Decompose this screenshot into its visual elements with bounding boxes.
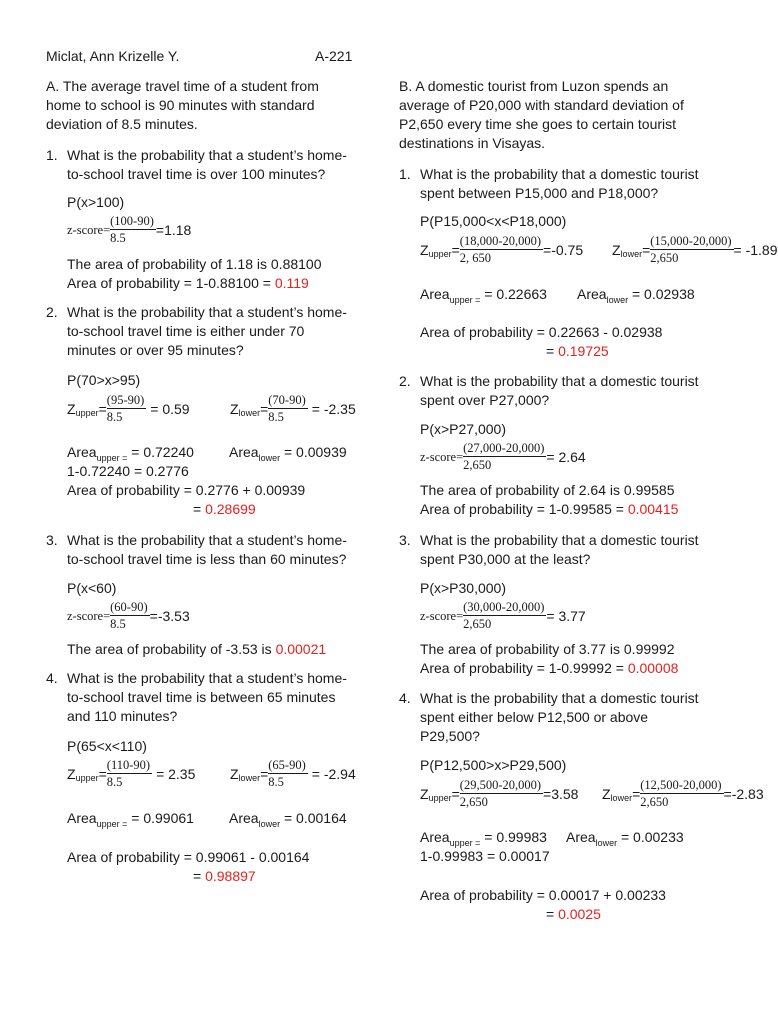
- a-q1-line-2: Area of probability = 1-0.88100 = 0.119: [67, 275, 309, 291]
- section-a-intro-line-3: deviation of 8.5 minutes.: [46, 116, 198, 132]
- b-q3-number: 3.: [399, 532, 411, 548]
- zscore-label: z-score=: [67, 222, 111, 237]
- a-q3-probability: P(x<60): [67, 580, 117, 596]
- b-q3-line-2: Area of probability = 1-0.99992 = 0.00008: [420, 660, 679, 676]
- b-q3-text-1: What is the probability that a domestic tourist: [420, 532, 699, 548]
- b-q2-line-2: Area of probability = 1-0.99585 = 0.00415: [420, 501, 679, 517]
- a-q1-probability: P(x>100): [67, 194, 125, 210]
- b-q4-area-lower: Area$_{lower}$ = 0.00233: [566, 829, 684, 848]
- b-q2-text-2: spent over P27,000?: [420, 392, 550, 408]
- a-q2-probability: P(70>x>95): [67, 372, 141, 388]
- b-q1-line-1: Area of probability = 0.22663 - 0.02938: [420, 324, 663, 340]
- section-b-intro-line-2: average of P20,000 with standard deviation of: [399, 97, 684, 113]
- a-q3-number: 3.: [46, 532, 58, 548]
- b-q4-text-1: What is the probability that a domestic tourist: [420, 690, 699, 706]
- a-q4-text-3: and 110 minutes?: [67, 708, 178, 724]
- section-a-intro-line-2: home to school is 90 minutes with standard: [46, 97, 315, 113]
- a-q3-text-2: to-school travel time is less than 60 minutes?: [67, 551, 347, 567]
- a-q3-text-1: What is the probability that a student’s home-: [67, 532, 347, 548]
- b-q2-number: 2.: [399, 373, 411, 389]
- a-q2-z-lower: Z lower = $\frac{(70-90)}{8.5}$ = -2.35: [230, 393, 356, 424]
- a-q2-area-lower: Area$_{lower}$ = 0.00939: [229, 444, 347, 463]
- b-q3-probability: P(x>P30,000): [420, 580, 506, 596]
- b-q3-line-1: The area of probability of 3.77 is 0.99992: [420, 641, 675, 657]
- zscore-fraction: $\frac{(30,000-20,000)}{2,650}$: [463, 600, 545, 631]
- z-upper-fraction: $\frac{(29,500-20,000)}{2,650}$: [459, 778, 542, 809]
- a-q3-zscore: z-score= $\frac{(60-90)}{8.5}$ =-3.53: [67, 600, 190, 631]
- b-q4-line-2: Area of probability = 0.00017 + 0.00233: [420, 887, 666, 903]
- z-lower-fraction: $\frac{(12,500-20,000)}{2,650}$: [640, 778, 722, 809]
- section-a-intro-line-1: A. The average travel time of a student from: [46, 78, 319, 94]
- b-q1-text-2: spent between P15,000 and P18,000?: [420, 185, 659, 201]
- b-q4-text-3: P29,500?: [420, 728, 480, 744]
- b-q1-z-lower: Z lower = $\frac{(15,000-20,000)}{2,650}$ = -1.89: [612, 234, 778, 265]
- a-q4-text-2: to-school travel time is between 65 minutes: [67, 689, 336, 705]
- zscore-fraction: $\frac{(60-90)}{8.5}$: [110, 600, 148, 631]
- a-q2-area-upper: Area$_{upper =}$ = 0.72240: [67, 444, 194, 463]
- section-code: A-221: [315, 48, 353, 64]
- b-q1-area-lower: Area$_{lower}$ = 0.02938: [577, 286, 695, 305]
- z-lower-fraction: $\frac{(15,000-20,000)}{2,650}$: [650, 234, 732, 265]
- b-q1-z-upper: Z upper = $\frac{(18,000-20,000)}{2, 650}$ =-0.75: [420, 234, 584, 265]
- a-q4-result: = 0.98897: [193, 868, 256, 884]
- a-q2-number: 2.: [46, 304, 58, 320]
- a-q2-result: = 0.28699: [193, 501, 256, 517]
- b-q4-area-upper: Area$_{upper =}$ = 0.99983: [420, 829, 547, 848]
- a-q4-probability: P(65<x<110): [67, 738, 147, 754]
- a-q4-number: 4.: [46, 670, 58, 686]
- b-q4-text-2: spent either below P12,500 or above: [420, 709, 649, 725]
- b-q3-answer: 0.00008: [627, 660, 679, 676]
- a-q4-z-lower: Z lower = $\frac{(65-90)}{8.5}$ = -2.94: [230, 758, 356, 789]
- b-q4-result: = 0.0025: [546, 906, 601, 922]
- b-q1-number: 1.: [399, 166, 411, 182]
- a-q1-line-1: The area of probability of 1.18 is 0.88100: [67, 256, 322, 272]
- b-q1-probability: P(P15,000<x<P18,000): [420, 213, 567, 229]
- b-q2-probability: P(x>P27,000): [420, 421, 506, 437]
- a-q1-text-2: to-school travel time is over 100 minutes?: [67, 166, 326, 182]
- a-q4-area-upper: Area$_{upper =}$ = 0.99061: [67, 810, 194, 829]
- z-upper-fraction: $\frac{(95-90)}{8.5}$: [106, 393, 145, 424]
- a-q2-line-2: Area of probability = 0.2776 + 0.00939: [67, 482, 306, 498]
- section-b-intro-line-3: P2,650 every time she goes to certain tourist: [399, 116, 677, 132]
- b-q2-answer: 0.00415: [627, 501, 679, 517]
- section-b-intro-line-1: B. A domestic tourist from Luzon spends an: [399, 78, 669, 94]
- b-q1-area-upper: Area$_{upper =}$ = 0.22663: [420, 286, 547, 305]
- a-q2-text-3: minutes or over 95 minutes?: [67, 342, 244, 358]
- zscore-fraction: $\frac{(100-90)}{8.5}$: [110, 214, 154, 245]
- zscore-fraction: $\frac{(27,000-20,000)}{2,650}$: [463, 441, 545, 472]
- a-q4-area-lower: Area$_{lower}$ = 0.00164: [229, 810, 347, 829]
- a-q4-z-upper: Z upper = $\frac{(110-90)}{8.5}$ = 2.35: [67, 758, 196, 789]
- a-q1-answer: 0.119: [274, 275, 309, 291]
- a-q1-text-1: What is the probability that a student’s home-: [67, 147, 347, 163]
- z-upper-fraction: $\frac{(18,000-20,000)}{2, 650}$: [459, 234, 542, 265]
- a-q4-text-1: What is the probability that a student’s home-: [67, 670, 347, 686]
- a-q2-text-2: to-school travel time is either under 70: [67, 323, 305, 339]
- b-q2-line-1: The area of probability of 2.64 is 0.99585: [420, 482, 675, 498]
- b-q4-z-upper: Z upper = $\frac{(29,500-20,000)}{2,650}$ =3.58: [420, 778, 579, 809]
- a-q2-text-1: What is the probability that a student’s home-: [67, 304, 347, 320]
- z-upper-fraction: $\frac{(110-90)}{8.5}$: [106, 758, 151, 789]
- b-q4-z-lower: Z lower = $\frac{(12,500-20,000)}{2,650}$ =-2.83: [602, 778, 764, 809]
- z-lower-fraction: $\frac{(70-90)}{8.5}$: [268, 393, 306, 424]
- a-q4-answer: 0.98897: [205, 868, 256, 884]
- section-b-intro-line-4: destinations in Visayas.: [399, 135, 546, 151]
- b-q2-text-1: What is the probability that a domestic tourist: [420, 373, 699, 389]
- a-q2-z-upper: Z upper = $\frac{(95-90)}{8.5}$ = 0.59: [67, 393, 190, 424]
- zscore-value: =1.18: [155, 221, 192, 238]
- b-q1-answer: 0.19725: [558, 343, 609, 359]
- a-q2-answer: 0.28699: [205, 501, 256, 517]
- b-q4-probability: P(P12,500>x>P29,500): [420, 757, 567, 773]
- a-q4-line-1: Area of probability = 0.99061 - 0.00164: [67, 849, 310, 865]
- b-q1-result: = 0.19725: [546, 343, 609, 359]
- a-q3-line-1: The area of probability of -3.53 is 0.00021: [67, 641, 327, 657]
- b-q4-answer: 0.0025: [558, 906, 601, 922]
- b-q2-zscore: z-score= $\frac{(27,000-20,000)}{2,650}$ = 2.64: [420, 441, 586, 472]
- z-lower-fraction: $\frac{(65-90)}{8.5}$: [268, 758, 306, 789]
- b-q4-number: 4.: [399, 690, 411, 706]
- a-q3-answer: 0.00021: [275, 641, 327, 657]
- a-q1-number: 1.: [46, 147, 58, 163]
- b-q4-line-1: 1-0.99983 = 0.00017: [420, 848, 550, 864]
- b-q3-zscore: z-score= $\frac{(30,000-20,000)}{2,650}$ = 3.77: [420, 600, 586, 631]
- b-q3-text-2: spent P30,000 at the least?: [420, 551, 591, 567]
- student-name: Miclat, Ann Krizelle Y.: [46, 48, 180, 64]
- b-q1-text-1: What is the probability that a domestic tourist: [420, 166, 699, 182]
- a-q2-line-1: 1-0.72240 = 0.2776: [67, 463, 189, 479]
- a-q1-zscore: [67, 214, 191, 245]
